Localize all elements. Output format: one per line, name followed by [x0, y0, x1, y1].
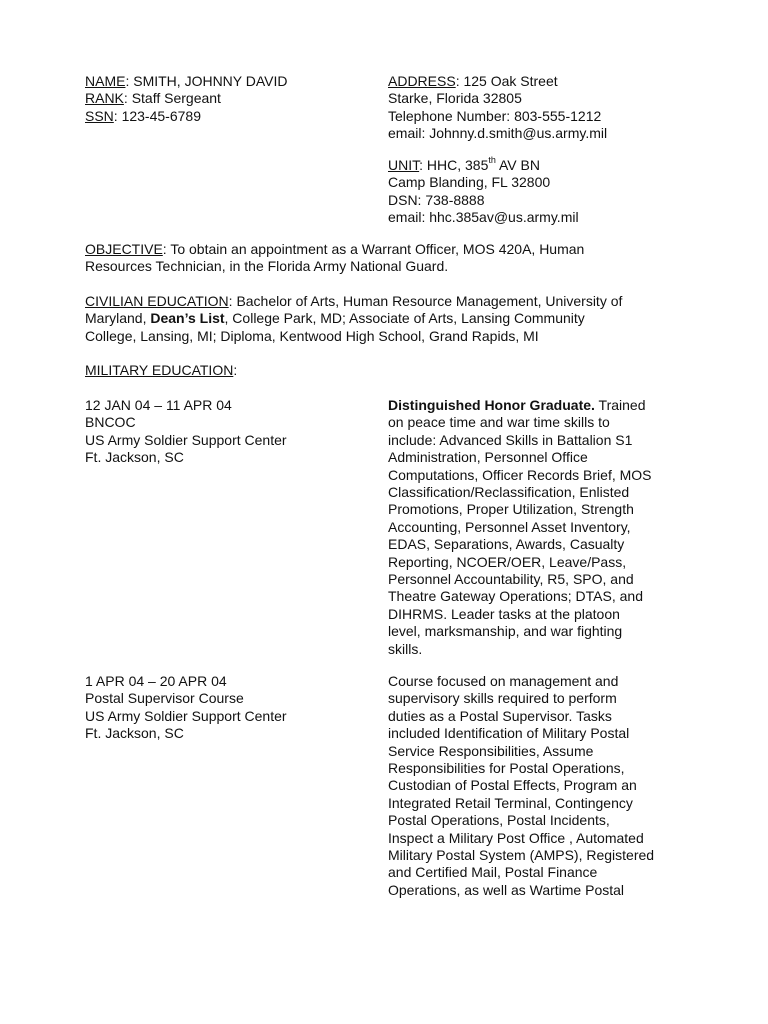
address-block [388, 73, 607, 143]
desc-line: include: Advanced Skills in Battalion S1 [388, 431, 633, 448]
civ-edu-line-2 [85, 310, 622, 327]
desc-line: included Identification of Military Postal [388, 725, 630, 742]
entry-1-desc-first [388, 397, 652, 414]
desc-line: skills. [388, 640, 423, 657]
military-education-heading: MILITARY EDUCATION: [85, 362, 238, 378]
mil-edu-entry-1-desc [388, 397, 652, 658]
mil-edu-label: MILITARY EDUCATION [85, 362, 234, 378]
address-phone: Telephone Number: 803-555-1212 [388, 107, 602, 124]
desc-line: Responsibilities for Postal Operations, [388, 760, 625, 777]
desc-line: Course focused on management and [388, 673, 619, 689]
unit-location: Camp Blanding, FL 32800 [388, 174, 551, 191]
objective-text-2: Resources Technician, in the Florida Army National Guard. [85, 258, 449, 275]
entry-2-course: Postal Supervisor Course [85, 690, 244, 707]
civ-edu-line-1: CIVILIAN EDUCATION: Bachelor of Arts, Human Resource Management, University of [85, 293, 623, 309]
unit-name-sup: th [488, 155, 496, 166]
ssn-line: SSN: 123-45-6789 [85, 107, 201, 124]
rank-label: RANK [85, 90, 124, 107]
ssn-value: 123-45-6789 [121, 107, 201, 124]
rank-line: RANK: Staff Sergeant [85, 90, 221, 107]
mil-edu-entry-2-desc [388, 673, 654, 899]
desc-line: Personnel Accountability, R5, SPO, and [388, 571, 634, 588]
unit-name-pre: HHC, 385 [426, 157, 489, 173]
mil-edu-entry-2-info [85, 673, 287, 743]
entry-1-course: BNCOC [85, 414, 136, 431]
desc-line: Theatre Gateway Operations; DTAS, and [388, 588, 643, 605]
desc-line: Inspect a Military Post Office , Automated [388, 829, 644, 846]
personal-info [85, 73, 288, 125]
mil-edu-entry-1-info [85, 397, 287, 467]
civilian-education-section [85, 293, 622, 345]
address-email: email: Johnny.d.smith@us.army.mil [388, 125, 608, 142]
desc-line: DIHRMS. Leader tasks at the platoon [388, 605, 620, 622]
desc-line: Operations, as well as Wartime Postal [388, 881, 625, 898]
desc-line: level, marksmanship, and war fighting [388, 623, 623, 640]
address-label: ADDRESS [388, 73, 456, 89]
entry-2-dates: 1 APR 04 – 20 APR 04 [85, 673, 227, 689]
civ-edu-text-1: Bachelor of Arts, Human Resource Management, University of [236, 293, 623, 309]
honor-graduate: Distinguished Honor Graduate. [388, 397, 595, 413]
unit-dsn: DSN: 738-8888 [388, 191, 485, 208]
name-line: NAME: SMITH, JOHNNY DAVID [85, 73, 288, 89]
entry-2-school: US Army Soldier Support Center [85, 707, 287, 724]
entry-1-location: Ft. Jackson, SC [85, 449, 184, 466]
unit-name-post: AV BN [495, 157, 540, 173]
desc-line: Military Postal System (AMPS), Registered [388, 847, 655, 864]
desc-line: Service Responsibilities, Assume [388, 742, 594, 759]
unit-line: UNIT: HHC, 385th AV BN [388, 155, 540, 173]
objective-line-1: OBJECTIVE: To obtain an appointment as a Warrant Officer, MOS 420A, Human [85, 241, 585, 257]
ssn-label: SSN [85, 107, 114, 124]
civ-edu-text-2-post: , College Park, MD; Associate of Arts, Lansing Community [224, 310, 585, 327]
entry-1-desc-first-rest: Trained [594, 397, 646, 413]
objective-section [85, 241, 584, 276]
civ-edu-text-3: College, Lansing, MI; Diploma, Kentwood High School, Grand Rapids, MI [85, 327, 539, 344]
unit-block [388, 157, 579, 227]
address-city: Starke, Florida 32805 [388, 90, 522, 107]
desc-line: Custodian of Postal Effects, Program an [388, 777, 637, 794]
desc-line: Classification/Reclassification, Enlisted [388, 484, 630, 501]
name-value: SMITH, JOHNNY DAVID [133, 73, 288, 89]
desc-line: Integrated Retail Terminal, Contingency [388, 794, 633, 811]
entry-1-school: US Army Soldier Support Center [85, 431, 287, 448]
desc-line: and Certified Mail, Postal Finance [388, 864, 598, 881]
deans-list: Dean’s List [150, 310, 225, 327]
entry-2-location: Ft. Jackson, SC [85, 725, 184, 742]
address-street: 125 Oak Street [463, 73, 558, 89]
objective-text-1: To obtain an appointment as a Warrant Officer, MOS 420A, Human [170, 241, 585, 257]
desc-line: Postal Operations, Postal Incidents, [388, 812, 610, 829]
desc-line: Accounting, Personnel Asset Inventory, [388, 518, 631, 535]
desc-line: EDAS, Separations, Awards, Casualty [388, 536, 625, 553]
desc-line: on peace time and war time skills to [388, 414, 610, 431]
civ-edu-label: CIVILIAN EDUCATION [85, 293, 229, 309]
civ-edu-text-2-pre: Maryland, [85, 310, 151, 327]
desc-line: Promotions, Proper Utilization, Strength [388, 501, 634, 518]
objective-label: OBJECTIVE [85, 241, 163, 257]
unit-label: UNIT [388, 157, 420, 173]
address-line: ADDRESS: 125 Oak Street [388, 73, 558, 89]
desc-line: Administration, Personnel Office [388, 449, 588, 466]
desc-line: Reporting, NCOER/OER, Leave/Pass, [388, 553, 627, 570]
desc-line: duties as a Postal Supervisor. Tasks [388, 707, 612, 724]
desc-line: Computations, Officer Records Brief, MOS [388, 466, 652, 483]
unit-email: email: hhc.385av@us.army.mil [388, 209, 579, 226]
name-label: NAME [85, 73, 126, 89]
desc-line: supervisory skills required to perform [388, 690, 617, 707]
entry-1-dates: 12 JAN 04 – 11 APR 04 [85, 397, 232, 413]
rank-value: Staff Sergeant [131, 90, 221, 107]
